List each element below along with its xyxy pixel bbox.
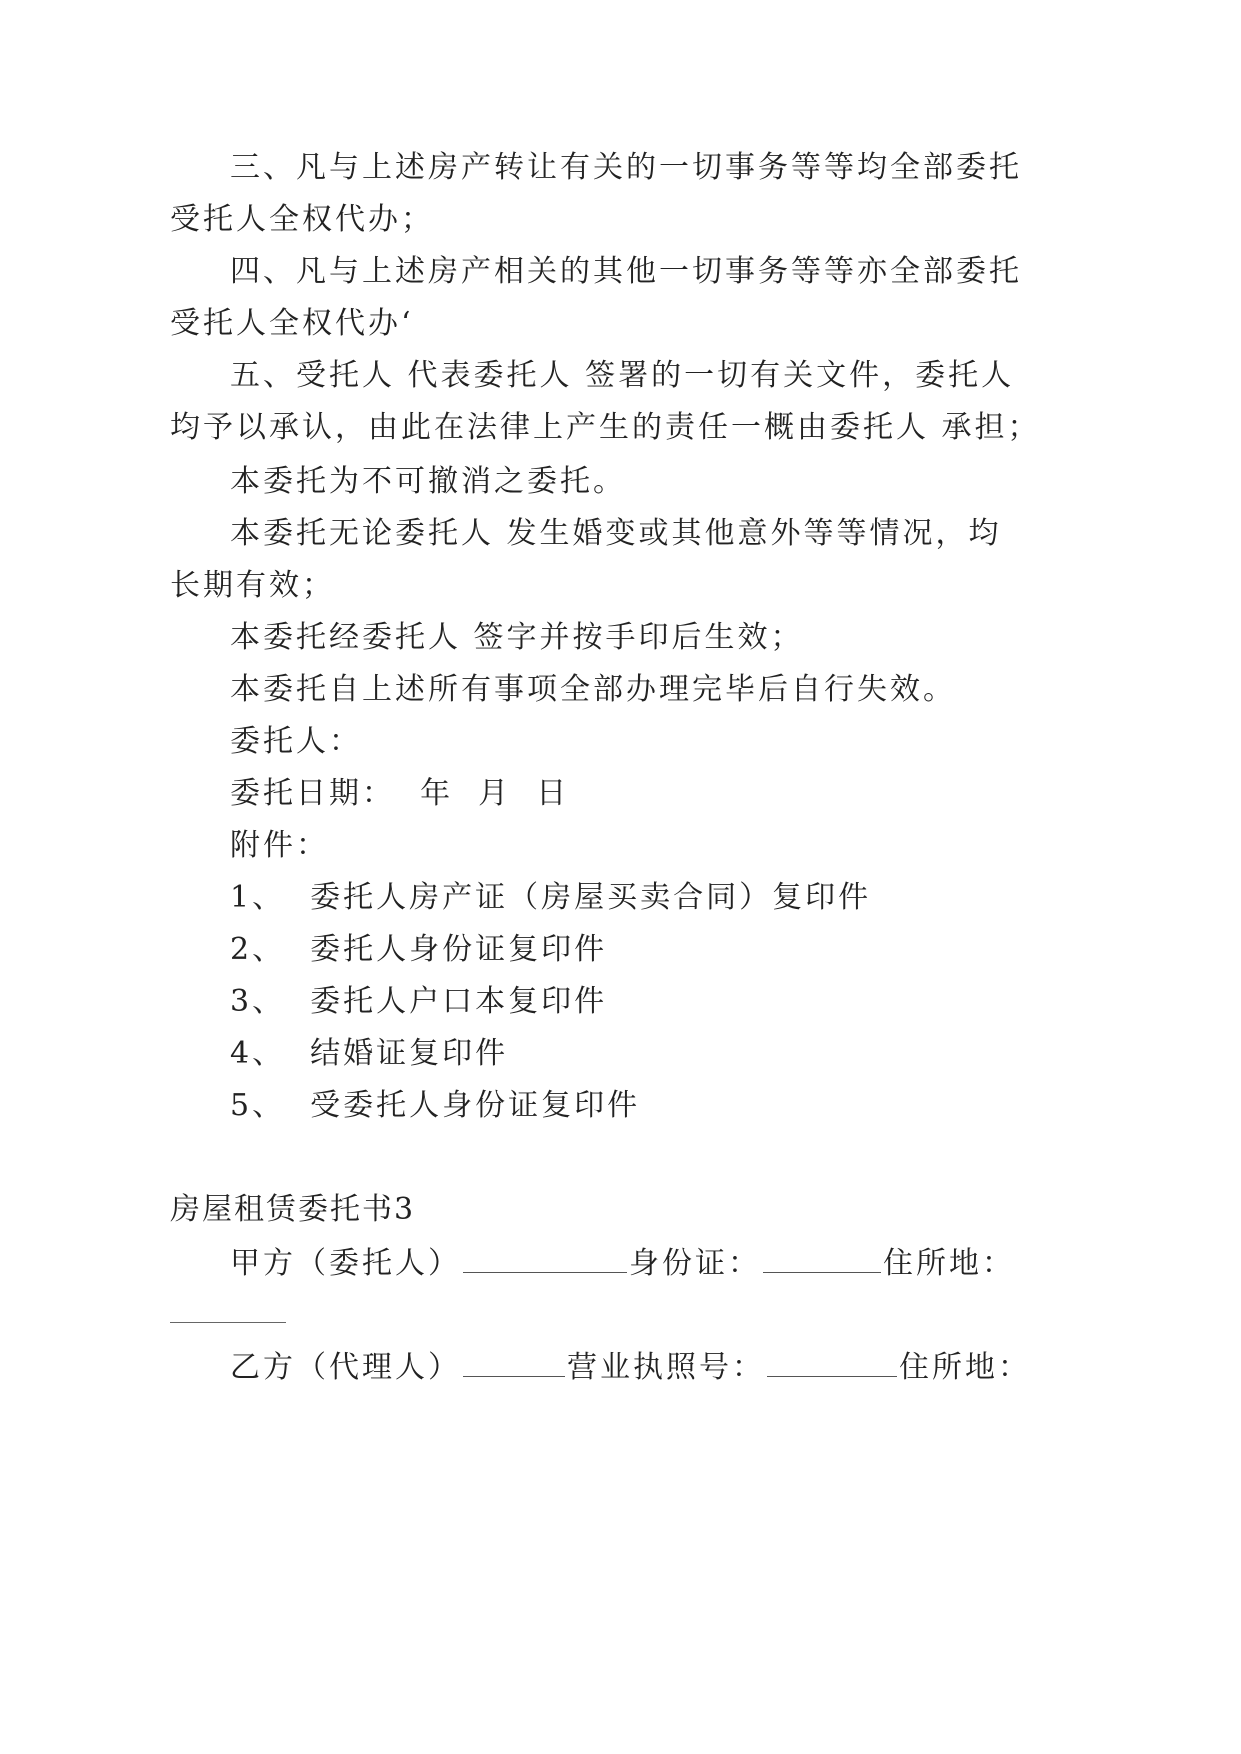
paragraph-3-line-1: 三、凡与上述房产转让有关的一切事务等等均全部委托 (230, 150, 1022, 185)
attachment-item: 5、 受委托人身份证复印件 (230, 1088, 641, 1123)
party-a-id-blank (763, 1248, 881, 1273)
attachment-item: 2、 委托人身份证复印件 (230, 932, 608, 967)
party-a-name-blank (463, 1248, 627, 1273)
party-a-label: 甲方（委托人） (230, 1246, 461, 1281)
party-a-address-blank (170, 1322, 286, 1323)
irrevocable-clause: 本委托为不可撤消之委托。 (230, 464, 626, 499)
party-a-line (230, 1244, 1015, 1284)
validity-clause-line-2: 长期有效； (170, 568, 335, 603)
party-b-line (230, 1348, 1031, 1388)
effective-clause: 本委托经委托人 签字并按手印后生效； (230, 620, 804, 655)
principal-signature-label: 委托人： (230, 724, 362, 759)
paragraph-5-line-2: 均予以承认，由此在法律上产生的责任一概由委托人 承担； (170, 410, 1041, 445)
party-b-name-blank (463, 1352, 565, 1377)
party-a-id-label: 身份证： (629, 1246, 761, 1281)
attachment-item: 1、 委托人房产证（房屋买卖合同）复印件 (230, 880, 872, 915)
expiry-clause: 本委托自上述所有事项全部办理完毕后自行失效。 (230, 672, 956, 707)
party-b-license-label: 营业执照号： (567, 1350, 765, 1385)
validity-clause-line-1: 本委托无论委托人 发生婚变或其他意外等等情况，均 (230, 516, 1002, 551)
attachment-item: 4、 结婚证复印件 (230, 1036, 509, 1071)
party-a-address-label: 住所地： (883, 1246, 1015, 1281)
attachments-heading: 附件： (230, 828, 329, 863)
paragraph-3-line-2: 受托人全权代办； (170, 202, 434, 237)
entrust-date-label: 委托日期： 年 月 日 (230, 776, 570, 811)
party-b-license-blank (767, 1352, 897, 1377)
attachment-item: 3、 委托人户口本复印件 (230, 984, 608, 1019)
party-b-address-label: 住所地： (899, 1350, 1031, 1385)
paragraph-5-line-1: 五、受托人 代表委托人 签署的一切有关文件，委托人 (230, 358, 1015, 393)
paragraph-4-line-2: 受托人全权代办‘ (170, 306, 414, 341)
section-title: 房屋租赁委托书3 (170, 1192, 416, 1227)
party-b-label: 乙方（代理人） (230, 1350, 461, 1385)
paragraph-4-line-1: 四、凡与上述房产相关的其他一切事务等等亦全部委托 (230, 254, 1022, 289)
